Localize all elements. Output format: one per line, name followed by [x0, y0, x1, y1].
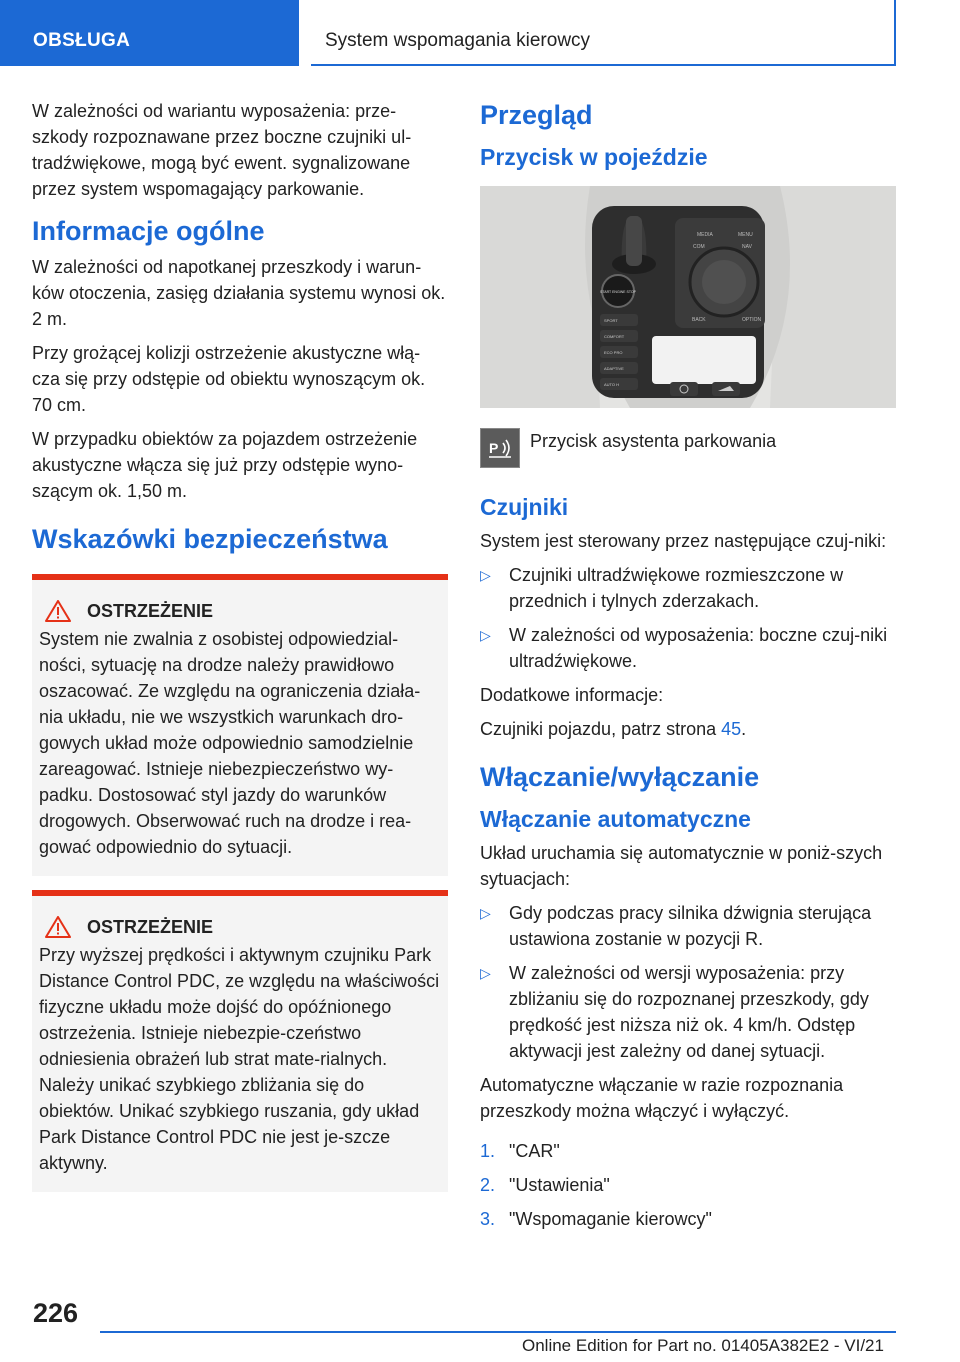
auto-note: Automatyczne włączanie w razie rozpoznania przeszkody można włączyć i wyłączyć. — [480, 1075, 844, 1121]
onoff-heading: Włączanie/wyłączanie — [480, 762, 760, 792]
left-column — [32, 98, 448, 1204]
steps-list — [480, 1138, 896, 1232]
parking-sensor-icon — [485, 433, 515, 463]
console-label-adaptive: ADAPTIVE — [604, 366, 624, 371]
console-label-com: COM — [693, 244, 705, 250]
warning-title: OSTRZEŻENIE — [87, 916, 214, 937]
auto-intro: Układ uruchamia się automatycznie w poniż-szych sytuacjach: — [480, 843, 883, 889]
list-item: ▷ Gdy podczas pracy silnika dźwignia sterująca ustawiona zostanie w pozycji R. — [480, 900, 896, 952]
bullet-triangle-icon: ▷ — [480, 905, 491, 921]
page-number: 226 — [33, 1298, 79, 1328]
warning-box-2 — [32, 890, 448, 1192]
warning-title: OSTRZEŻENIE — [87, 600, 214, 621]
safety-heading: Wskazówki bezpieczeństwa — [32, 524, 388, 554]
list-item: ▷ Czujniki ultradźwiękowe rozmieszczone w przednich i tylnych zderzakach. — [480, 562, 896, 614]
warning-text: System nie zwalnia z osobistej odpowiedzial-ności, sytuację na drodze należy prawidłowo oszacować. Ze względu na ograniczenia działa-nia układu, nie we wszystkich warunkach dro-gowych układ może odpowiednio samodzielnie zareagować. Istnieje niebezpieczeństwo wy-padku. Dostosować styl jazdy do warunków drogowych. Obserwować ruch na drodze i rea-gować odpowiednio do sytuacji. — [39, 629, 421, 857]
svg-text:P: P — [489, 440, 499, 456]
console-label-start-stop: START ENGINE STOP — [600, 290, 636, 294]
console-label-menu: MENU — [738, 232, 753, 238]
sensors-heading: Czujniki — [480, 494, 569, 520]
console-label-back: BACK — [692, 317, 706, 323]
section-tab[interactable] — [311, 0, 896, 66]
list-item: ▷ W zależności od wyposażenia: boczne czuj-niki ultradźwiękowe. — [480, 622, 896, 674]
console-label-option: OPTION — [742, 317, 762, 323]
page-header — [0, 0, 960, 66]
warning-triangle-icon — [45, 600, 71, 622]
page-link[interactable]: 45 — [721, 719, 742, 739]
chapter-tab[interactable]: OBSŁUGA — [0, 0, 299, 66]
step-item: 2. "Ustawienia" — [480, 1175, 610, 1195]
park-assist-button-icon[interactable] — [480, 428, 520, 468]
bullet-triangle-icon: ▷ — [480, 965, 491, 981]
console-label-media: MEDIA — [697, 232, 713, 238]
list-item: ▷ W zależności od wersji wyposażenia: przy zbliżaniu się do rozpoznanej przeszkody, gdy prędkość jest niższa niż ok. 4 km/h. Odstęp aktywacji jest zależny od danej sytuacji. — [480, 960, 896, 1064]
auto-list — [480, 900, 896, 1064]
edition-text: Online Edition for Part no. 01405A382E2 - VI/21 — [522, 1336, 884, 1355]
warning-box-1 — [32, 574, 448, 876]
button-heading: Przycisk w pojeździe — [480, 144, 708, 170]
warning-header — [39, 916, 440, 938]
console-label-nav: NAV — [742, 244, 752, 250]
additional-label: Dodatkowe informacje: — [480, 685, 664, 705]
overview-heading: Przegląd — [480, 100, 593, 130]
general-paragraph-3: W przypadku obiektów za pojazdem ostrzeżenie akustyczne włącza się już przy odstępie wyno-szącym ok. 1,50 m. — [32, 429, 418, 501]
center-console-photo — [480, 186, 896, 408]
step-item: 1. "CAR" — [480, 1141, 560, 1161]
bullet-triangle-icon: ▷ — [480, 567, 491, 583]
park-assist-caption: Przycisk asystenta parkowania — [530, 431, 777, 451]
right-column — [480, 98, 896, 1240]
warning-header — [39, 600, 440, 622]
warning-text: Przy wyższej prędkości i aktywnym czujniku Park Distance Control PDC, ze względu na właściwości fizyczne układu może dojść do opóźnionego ostrzeżenia. Istnieje niebezpie-czeństwo odniesienia obrażeń lub strat mate-rialnych. Należy unikać szybkiego zbliżania się do obiektów. Unikać szybkiego ruszania, gdy układ Park Distance Control PDC nie jest je-szcze aktywny. — [39, 945, 440, 1173]
general-paragraph-1: W zależności od napotkanej przeszkody i warun-ków otoczenia, zasięg działania systemu wynosi ok. 2 m. — [32, 257, 446, 329]
general-paragraph-2: Przy grożącej kolizji ostrzeżenie akustyczne włą-cza się przy odstępie od obiektu wynoszącym ok. 70 cm. — [32, 343, 426, 415]
console-label-eco-pro: ECO PRO — [604, 350, 623, 355]
additional-info: Czujniki pojazdu, patrz strona 45. — [480, 719, 747, 739]
footer-divider — [100, 1331, 896, 1333]
warning-triangle-icon — [45, 916, 71, 938]
console-label-sport: SPORT — [604, 318, 618, 323]
section-title: System wspomagania kierowcy — [325, 30, 591, 51]
auto-heading: Włączanie automatyczne — [480, 806, 751, 832]
console-label-comfort: COMFORT — [604, 334, 625, 339]
intro-paragraph: W zależności od wariantu wyposażenia: prze-szkody rozpoznawane przez boczne czujniki ul-tradźwiękowe, mogą być ewent. sygnalizowane przez system wspomagający parkowanie. — [32, 101, 412, 199]
console-label-auto-h: AUTO H — [604, 382, 620, 387]
park-assist-row — [480, 428, 896, 468]
bullet-triangle-icon: ▷ — [480, 627, 491, 643]
sensors-intro: System jest sterowany przez następujące czuj-niki: — [480, 531, 887, 551]
sensors-list — [480, 562, 896, 674]
general-heading: Informacje ogólne — [32, 216, 265, 246]
step-item: 3. "Wspomaganie kierowcy" — [480, 1209, 712, 1229]
